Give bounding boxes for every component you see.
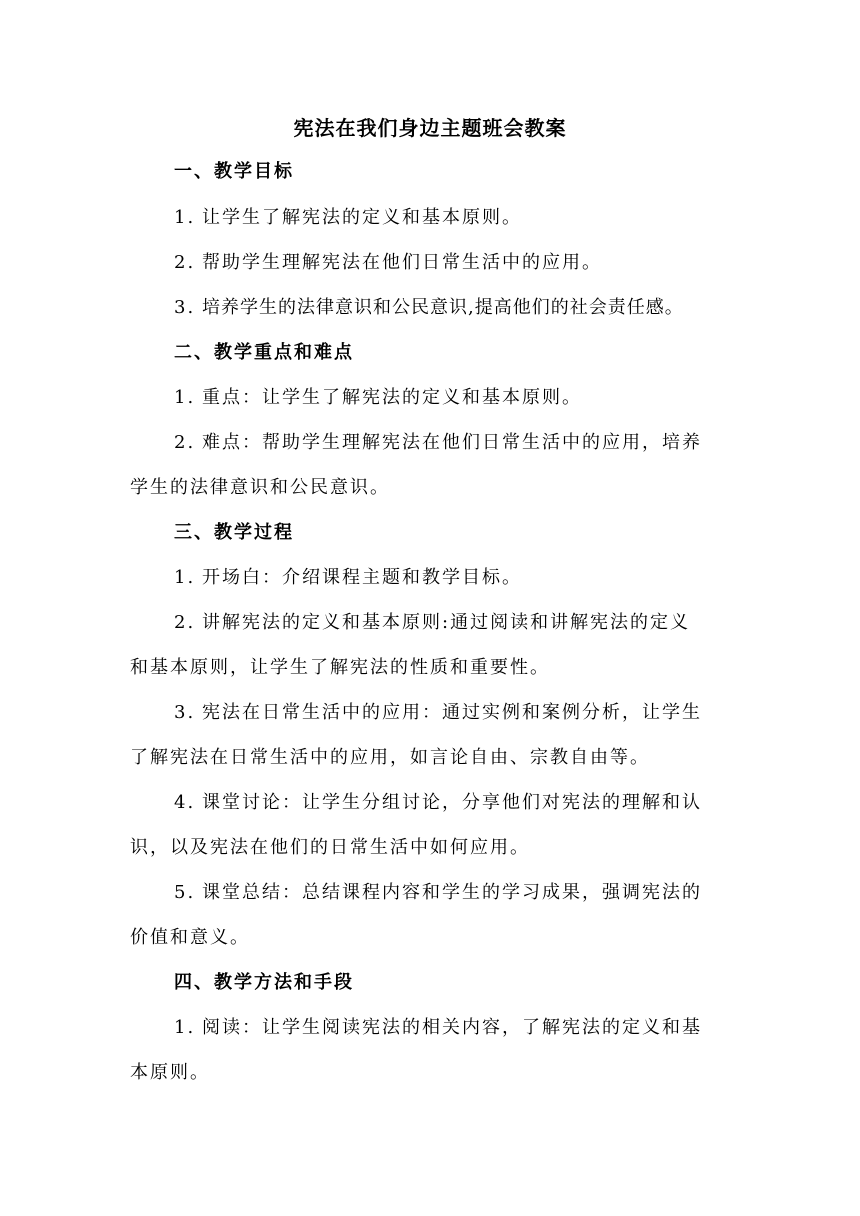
list-item: [174, 698, 754, 728]
document-title: 宪法在我们身边主题班会教案: [293, 116, 567, 140]
list-item: [174, 563, 754, 593]
item-continuation: 了解宪法在日常生活中的应用，如言论自由、宗教自由等。: [130, 747, 650, 768]
item-continuation: 价值和意义。: [130, 927, 250, 948]
item-text: 让学生了解宪法的定义和基本原则。: [202, 207, 522, 228]
list-item: [174, 383, 754, 413]
item-number: 2.: [174, 432, 196, 453]
item-number: 2.: [174, 612, 196, 633]
item-continuation: 和基本原则，让学生了解宪法的性质和重要性。: [130, 657, 550, 678]
item-text: 讲解宪法的定义和基本原则:通过阅读和讲解宪法的定义: [202, 612, 691, 633]
item-text: 课堂总结：总结课程内容和学生的学习成果，强调宪法的: [202, 882, 702, 903]
item-number: 1.: [174, 387, 196, 408]
list-item: [174, 1013, 754, 1043]
list-item: [174, 878, 754, 908]
item-number: 1.: [174, 567, 196, 588]
list-item: [174, 788, 754, 818]
item-continuation: 识，以及宪法在他们的日常生活中如何应用。: [130, 837, 530, 858]
item-number: 4.: [174, 792, 196, 813]
item-text: 宪法在日常生活中的应用：通过实例和案例分析，让学生: [202, 702, 702, 723]
item-number: 3.: [174, 297, 196, 318]
item-text: 阅读：让学生阅读宪法的相关内容，了解宪法的定义和基: [202, 1017, 702, 1038]
list-item: [174, 248, 754, 278]
item-number: 5.: [174, 882, 196, 903]
item-number: 2.: [174, 252, 196, 273]
section-heading: 二、教学重点和难点: [174, 342, 354, 363]
item-text: 难点：帮助学生理解宪法在他们日常生活中的应用，培养: [202, 432, 702, 453]
list-item: [174, 293, 754, 323]
item-number: 1.: [174, 1017, 196, 1038]
item-text: 培养学生的法律意识和公民意识,提高他们的社会责任感。: [202, 297, 684, 318]
item-continuation: 本原则。: [130, 1062, 210, 1083]
item-text: 帮助学生理解宪法在他们日常生活中的应用。: [202, 252, 602, 273]
section-heading: 三、教学过程: [174, 522, 294, 543]
item-number: 3.: [174, 702, 196, 723]
item-number: 1.: [174, 207, 196, 228]
item-continuation: 学生的法律意识和公民意识。: [130, 477, 390, 498]
list-item: [174, 428, 754, 458]
section-heading: 一、教学目标: [174, 161, 294, 182]
item-text: 开场白：介绍课程主题和教学目标。: [202, 567, 522, 588]
item-text: 重点：让学生了解宪法的定义和基本原则。: [202, 387, 582, 408]
section-heading: 四、教学方法和手段: [174, 972, 354, 993]
list-item: [174, 608, 754, 638]
list-item: [174, 203, 754, 233]
item-text: 课堂讨论：让学生分组讨论，分享他们对宪法的理解和认: [202, 792, 702, 813]
